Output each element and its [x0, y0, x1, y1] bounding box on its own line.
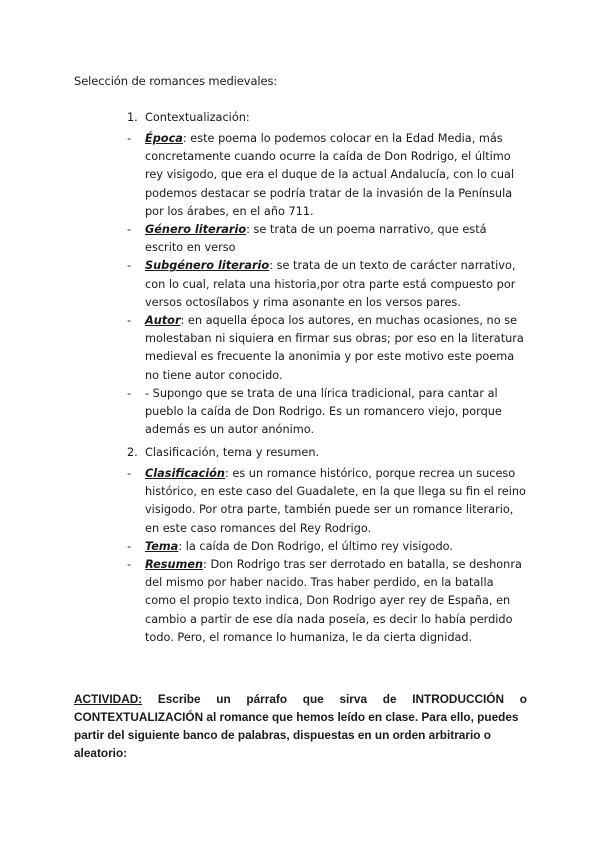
item-keyword: Resumen — [145, 558, 204, 572]
list-item-autor — [127, 312, 527, 385]
item-text: : es un romance histórico, porque recrea un suceso histórico, en este caso del Guadalete, en la que llega su fin el reino visigodo. Por otra parte, también puede ser un romance literario, en este caso romances del Rey Rodrigo. — [145, 467, 526, 535]
bullet-dash: - — [127, 223, 132, 237]
section-title: Contextualización: — [145, 111, 250, 124]
item-keyword: Época — [145, 132, 183, 145]
activity-word: un — [216, 692, 231, 706]
item-keyword: Autor — [145, 314, 181, 328]
list-item-genero — [127, 221, 527, 257]
list-item-resumen — [127, 556, 527, 647]
activity-word: o — [519, 692, 527, 706]
item-text: : la caída de Don Rodrigo, el último rey visigodo. — [178, 539, 453, 553]
bullet-dash: - — [127, 386, 132, 400]
item-text: : en aquella época los autores, en muchas ocasiones, no se molestaban ni siquiera en firmar sus obras; por eso en la literatura medieval es frecuente la anonimia y por este motivo este poema no tiene autor conocido. — [145, 314, 524, 382]
item-text: : se trata de un texto de carácter narrativo, con lo cual, relata una historia,por otra parte está compuesto por versos octosílabos y rima asonante en los versos pares. — [145, 259, 516, 309]
section-number: 2. — [127, 446, 138, 459]
activity-word: que — [302, 692, 324, 706]
activity-text: CONTEXTUALIZACIÓN al romance que hemos leído en clase. Para ello, puedes partir del siguiente banco de palabras, dispuestas en un orden arbitrario o aleatorio: — [74, 710, 519, 760]
item-text: : se trata de un poema narrativo, que está escrito en verso — [145, 223, 487, 255]
item-keyword: Género literario — [145, 223, 247, 237]
activity-word: Escribe — [157, 692, 201, 706]
list-item-supongo — [127, 385, 527, 440]
document-heading: Selección de romances medievales: — [74, 74, 278, 88]
list-item-epoca — [127, 130, 527, 221]
section-heading — [127, 109, 527, 127]
list-item-tema — [127, 538, 527, 556]
item-keyword: Subgénero literario — [145, 259, 270, 273]
item-text: : este poema lo podemos colocar en la Edad Media, más concretamente cuando ocurre la caída de Don Rodrigo, el último rey visigodo, que era el duque de la actual Andalucía, con lo cual podemos destacar se podría tratar de la invasión de la Península por los árabes, en el año 711. — [145, 132, 515, 218]
activity-block — [74, 690, 527, 762]
item-keyword: Tema — [145, 539, 179, 553]
activity-word: INTRODUCCIÓN — [412, 692, 504, 706]
section-heading — [127, 444, 527, 462]
item-text: : Don Rodrigo tras ser derrotado en batalla, se deshonra del mismo por haber nacido. Tras haber perdido, en la batalla como el propio texto indica, Don Rodrigo ayer rey de España, en cambio a partir de ese día nada poseía, es decir lo había perdido todo. Pero, el romance lo humaniza, le da cierta dignidad. — [145, 558, 522, 644]
section-contextualizacion — [127, 109, 527, 439]
section-title: Clasificación, tema y resumen. — [145, 446, 320, 459]
bullet-dash: - — [127, 314, 132, 328]
activity-first-line — [74, 690, 527, 708]
list-item-clasificacion — [127, 465, 527, 538]
bullet-dash: - — [127, 132, 132, 145]
item-keyword: Clasificación — [145, 467, 225, 480]
bullet-dash: - — [127, 259, 132, 273]
bullet-dash: - — [127, 467, 132, 480]
activity-label: ACTIVIDAD: — [74, 692, 143, 706]
bullet-dash: - — [127, 539, 132, 553]
bullet-dash: - — [127, 558, 132, 572]
activity-word: párrafo — [246, 692, 288, 706]
list-item-subgenero — [127, 257, 527, 312]
activity-word: de — [382, 692, 397, 706]
section-number: 1. — [127, 111, 138, 124]
section-clasificacion — [127, 444, 527, 647]
activity-word: sirva — [339, 692, 368, 706]
item-text: - Supongo que se trata de una lírica tradicional, para cantar al pueblo la caída de Don Rodrigo. Es un romancero viejo, porque además es un autor anónimo. — [145, 386, 502, 437]
